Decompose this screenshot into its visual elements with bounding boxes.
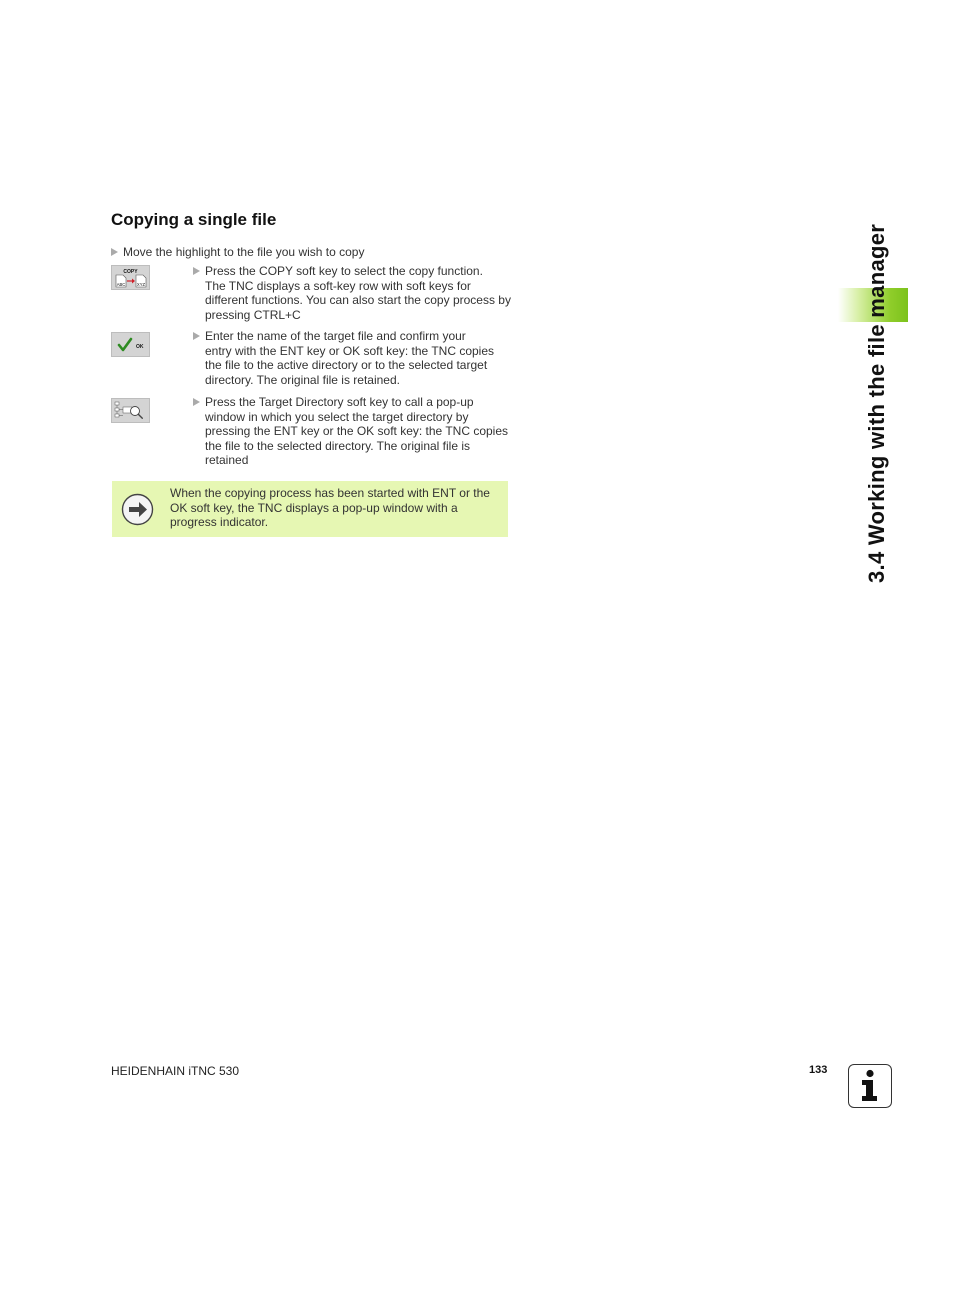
- step-target-directory-rest: window in which you select the target directory by pressing the ENT key or the OK soft key: the TNC copies the file to the selected directory. The original file is retained: [205, 409, 509, 467]
- section-heading: Copying a single file: [111, 210, 277, 229]
- step-ok-first-line: Enter the name of the target file and confirm your: [205, 329, 466, 343]
- step-copy-first-line: Press the COPY soft key to select the copy function.: [205, 264, 483, 278]
- note-text: When the copying process has been started with ENT or the OK soft key, the TNC displays a pop-up window with a progress indicator.: [170, 486, 490, 529]
- ok-icon-label: OK: [136, 344, 144, 350]
- arrow-right-circle-icon: [121, 493, 154, 526]
- footer-product-name: HEIDENHAIN iTNC 530: [111, 1064, 240, 1078]
- intro-step-text: Move the highlight to the file you wish to copy: [123, 245, 365, 259]
- intro-step: [111, 245, 364, 260]
- copy-softkey[interactable]: [111, 265, 150, 290]
- step-ok: [193, 329, 513, 387]
- step-copy-rest: The TNC displays a soft-key row with soft keys for different functions. You can also start the copy process by pressing CTRL+C: [205, 278, 511, 322]
- bullet-triangle-icon: [193, 332, 200, 340]
- bullet-triangle-icon: [193, 267, 200, 275]
- target-directory-softkey[interactable]: [111, 398, 150, 423]
- bullet-triangle-icon: [111, 248, 118, 256]
- copy-icon-target-label: XYZ: [136, 282, 146, 287]
- ok-softkey-icon: [112, 333, 149, 356]
- step-ok-rest: entry with the ENT key or OK soft key: the TNC copies the file to the active directory or to the selected target directory. The original file is retained.: [205, 343, 495, 387]
- step-target-directory: [193, 395, 513, 468]
- step-copy: [193, 264, 513, 322]
- note-box: [112, 481, 508, 537]
- copy-icon-source-label: ABC: [116, 282, 126, 287]
- info-glyph: [849, 1065, 890, 1106]
- bullet-triangle-icon: [193, 398, 200, 406]
- target-directory-softkey-icon: [112, 399, 149, 422]
- copy-icon-label: COPY: [123, 269, 138, 275]
- ok-softkey[interactable]: [111, 332, 150, 357]
- check-mark-icon: [119, 339, 131, 350]
- copy-softkey-icon: [112, 266, 149, 289]
- chapter-side-title: 3.4 Working with the file manager: [864, 223, 889, 583]
- page-number: 133: [809, 1064, 828, 1076]
- info-icon: [848, 1064, 892, 1108]
- step-target-directory-first-line: Press the Target Directory soft key to call a pop-up: [205, 395, 474, 409]
